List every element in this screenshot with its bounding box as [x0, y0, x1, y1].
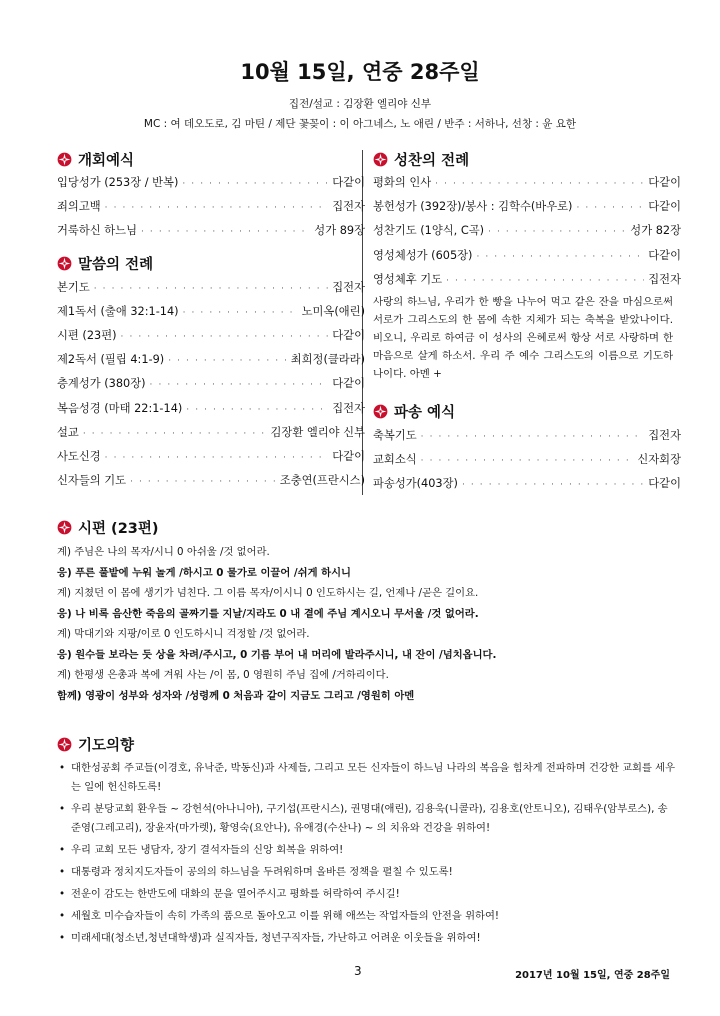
- ministers-line: MC : 여 데오도로, 김 마틴 / 제단 꽃꽂이 : 이 아그네스, 노 애린 / 반주 : 서하나, 선창 : 윤 요한: [143, 118, 577, 130]
- psalm-response: 응) 원수들 보라는 듯 상을 차려/주시고, 0 기름 부어 내 머리에 발라주시니, 내 잔이 /넘치옵니다.: [57, 648, 497, 661]
- page-title: 10월 15일, 연중 28주일: [240, 60, 480, 84]
- order-value: 다같이: [648, 176, 681, 189]
- intention-text: 우리 교회 모든 냉담자, 장기 결석자들의 신앙 회복을 위하여!: [71, 844, 344, 856]
- leader-dots: [183, 308, 298, 318]
- leader-dots: [421, 456, 634, 466]
- order-value: 집전자: [332, 280, 365, 294]
- psalm-verse: 계) 한평생 은총과 복에 겨워 사는 /이 몸, 0 영원히 주님 집에 /거하리이다.: [57, 669, 389, 681]
- order-row: [57, 279, 365, 303]
- order-label: 시편 (23편): [57, 328, 117, 342]
- leader-dots: [141, 227, 310, 237]
- intention-text: 대통령과 정치지도자들이 공의의 하느님을 두려워하며 올바른 정책을 펼칠 수 있도록!: [71, 866, 453, 878]
- order-row: [373, 451, 681, 475]
- order-value: 다같이: [332, 449, 365, 463]
- order-value: 집전자: [332, 401, 365, 415]
- order-row: [57, 222, 365, 246]
- order-row: [57, 400, 365, 424]
- bullet-icon: •: [59, 803, 66, 815]
- psalm-response: 응) 나 비록 음산한 죽음의 골짜기를 지날/지라도 0 내 곁에 주님 계시오니 무서울 /것 없어라.: [57, 607, 479, 620]
- psalm-verse: 계) 지쳤던 이 몸에 생기가 넘친다. 그 이름 목자/이시니 0 인도하시는 길, 언제나 /곧은 길이요.: [57, 587, 479, 599]
- left-column: [57, 148, 365, 502]
- order-label: 성찬기도 (1양식, C곡): [373, 224, 485, 238]
- page-number: 3: [354, 964, 362, 978]
- order-row: [373, 475, 681, 499]
- section-header: [57, 733, 677, 755]
- order-label: 층계성가 (380장): [57, 377, 146, 391]
- order-row: [57, 351, 365, 375]
- list-item: [57, 841, 677, 860]
- leader-dots: [83, 429, 267, 439]
- cross-icon: [57, 256, 72, 271]
- section-header: [373, 148, 681, 170]
- list-item: [57, 800, 677, 838]
- section-header: [373, 401, 681, 423]
- section-header: [57, 253, 365, 275]
- intention-text: 우리 분당교회 환우들 ~ 강헌석(아나니아), 구기섭(프란시스), 권명대(애린), 김용욱(니콜라), 김용호(안토니오), 김태우(암부로스), 송준영(그레고리), 장윤자(마가렛), 황영숙(요안나), 유애경(수산나) ~ 의 치유와 건강을 위하여!: [71, 803, 668, 834]
- leader-dots: [94, 284, 329, 294]
- order-label: 영성체후 기도: [373, 272, 443, 286]
- order-value: 신자회장: [637, 453, 681, 467]
- leader-dots: [168, 356, 287, 366]
- section-title: 말씀의 전례: [78, 257, 154, 274]
- order-label: 본기도: [57, 280, 90, 294]
- leader-dots: [150, 380, 329, 390]
- order-row: [57, 174, 365, 198]
- psalm-response: 응) 푸른 풀밭에 누워 놀게 /하시고 0 물가로 이끌어 /쉬게 하시니: [57, 566, 351, 579]
- leader-dots: [488, 227, 626, 237]
- order-value: 다같이: [332, 176, 365, 189]
- order-row: [373, 198, 681, 222]
- order-label: 입당성가 (253장 / 반복): [57, 176, 179, 189]
- presider-line: 집전/설교 : 김장환 엘리야 신부: [288, 98, 432, 110]
- order-row: [373, 427, 681, 451]
- order-value: 집전자: [648, 272, 681, 286]
- order-row: [57, 327, 365, 351]
- order-row: [373, 271, 681, 295]
- list-item: [57, 929, 677, 948]
- cross-icon: [57, 737, 72, 752]
- order-row: [57, 198, 365, 222]
- list-item: [57, 907, 677, 926]
- order-row: [57, 448, 365, 472]
- leader-dots: [186, 405, 328, 415]
- order-label: 거룩하신 하느님: [57, 224, 137, 238]
- order-label: 제1독서 (출애 32:1-14): [57, 304, 179, 318]
- intention-text: 세월호 미수습자들이 속히 가족의 품으로 돌아오고 이를 위해 애쓰는 작업자들의 안전을 위하여!: [71, 910, 500, 922]
- leader-dots: [462, 480, 644, 490]
- intentions-section: [57, 733, 677, 951]
- section-header: [57, 148, 365, 170]
- post-communion-prayer: 사랑의 하느님, 우리가 한 빵을 나누어 먹고 같은 잔을 마심으로써 서로가 그리스도의 한 몸에 속한 지체가 되는 축복을 받았나이다. 비오니, 우리로 하여금 이 성사의 은혜로써 항상 서로 사랑하며 한 마음으로 살게 하소서. 우리 주 예수 그리스도의 이름으로 기도하나이다. 아멘 +: [373, 295, 673, 380]
- intention-text: 전운이 감도는 한반도에 대화의 문을 열어주시고 평화를 허락하여 주시길!: [71, 888, 400, 900]
- list-item: [57, 885, 677, 904]
- order-value: 노미옥(애린): [301, 304, 365, 318]
- order-row: [57, 375, 365, 399]
- section-title: 개회예식: [78, 152, 135, 169]
- section-opening: [57, 148, 365, 247]
- section-header: [57, 516, 677, 538]
- order-value: 집전자: [648, 428, 681, 442]
- bullet-icon: •: [59, 762, 66, 774]
- list-item: [57, 759, 677, 797]
- order-label: 축복기도: [373, 428, 417, 442]
- footer-date: 2017년 10월 15일, 연중 28주일: [515, 970, 670, 981]
- section-title: 성찬의 전례: [394, 152, 470, 169]
- bullet-icon: •: [59, 866, 66, 878]
- leader-dots: [576, 203, 644, 213]
- intention-text: 미래세대(청소년,청년대학생)과 실직자들, 청년구직자들, 가난하고 어려운 이웃들을 위하여!: [71, 932, 481, 944]
- cross-icon: [57, 152, 72, 167]
- cross-icon: [373, 152, 388, 167]
- cross-icon: [373, 404, 388, 419]
- psalm-section: [57, 516, 677, 706]
- psalm-verse: 계) 막대기와 지팡/이로 0 인도하시니 걱정할 /것 없어라.: [57, 628, 310, 640]
- leader-dots: [105, 203, 329, 213]
- psalm-doxology: 함께) 영광이 성부와 성자와 /성령께 0 처음과 같이 지금도 그리고 /영원히 아멘: [57, 689, 415, 702]
- leader-dots: [105, 453, 329, 463]
- order-label: 사도신경: [57, 449, 101, 463]
- order-row: [57, 472, 365, 496]
- order-row: [57, 424, 365, 448]
- order-row: [373, 174, 681, 198]
- order-label: 복음성경 (마태 22:1-14): [57, 401, 183, 415]
- order-value: 성가 82장: [630, 224, 681, 238]
- order-value: 집전자: [332, 200, 365, 214]
- bullet-icon: •: [59, 910, 66, 922]
- psalm-verse: 계) 주님은 나의 목자/시니 0 아쉬울 /것 없어라.: [57, 546, 270, 558]
- order-label: 평화의 인사: [373, 176, 432, 189]
- intentions-list: [57, 759, 677, 948]
- section-word: [57, 253, 365, 497]
- order-value: 다같이: [648, 477, 681, 491]
- order-label: 교회소식: [373, 453, 417, 467]
- section-communion: [373, 148, 681, 383]
- leader-dots: [446, 276, 644, 286]
- order-value: 조충연(프란시스): [279, 474, 365, 488]
- order-label: 제2독서 (필립 4:1-9): [57, 353, 165, 367]
- order-value: 다같이: [648, 200, 681, 214]
- leader-dots: [421, 432, 645, 442]
- section-title: 파송 예식: [394, 405, 456, 422]
- section-title: 기도의향: [78, 737, 135, 754]
- leader-dots: [435, 179, 644, 189]
- leader-dots: [130, 477, 276, 487]
- order-value: 다같이: [332, 328, 365, 342]
- order-label: 영성체성가 (605장): [373, 248, 473, 262]
- bullet-icon: •: [59, 888, 66, 900]
- order-row: [57, 303, 365, 327]
- bullet-icon: •: [59, 932, 66, 944]
- order-value: 다같이: [648, 248, 681, 262]
- order-label: 신자들의 기도: [57, 474, 127, 488]
- order-value: 다같이: [332, 377, 365, 391]
- right-column: [373, 148, 681, 506]
- order-value: 김장환 엘리야 신부: [270, 425, 365, 439]
- bullet-icon: •: [59, 844, 66, 856]
- intention-text: 대한성공회 주교들(이경호, 유낙준, 박동신)과 사제들, 그리고 모든 신자들이 하느님 나라의 복음을 힘차게 전파하며 건강한 교회를 세우는 일에 헌신하도록!: [71, 762, 676, 793]
- order-row: [373, 222, 681, 246]
- order-label: 봉헌성가 (392장)/봉사 : 김학수(바우로): [373, 200, 573, 214]
- leader-dots: [182, 179, 328, 189]
- order-value: 성가 89장: [314, 224, 365, 238]
- list-item: [57, 863, 677, 882]
- order-value: 최희정(클라라): [290, 353, 365, 367]
- leader-dots: [476, 252, 644, 262]
- cross-icon: [57, 520, 72, 535]
- order-label: 죄의고백: [57, 200, 101, 214]
- order-label: 파송성가(403장): [373, 477, 458, 491]
- section-dismissal: [373, 401, 681, 500]
- leader-dots: [121, 332, 329, 342]
- order-row: [373, 247, 681, 271]
- order-label: 설교: [57, 425, 79, 439]
- section-title: 시편 (23편): [78, 520, 159, 537]
